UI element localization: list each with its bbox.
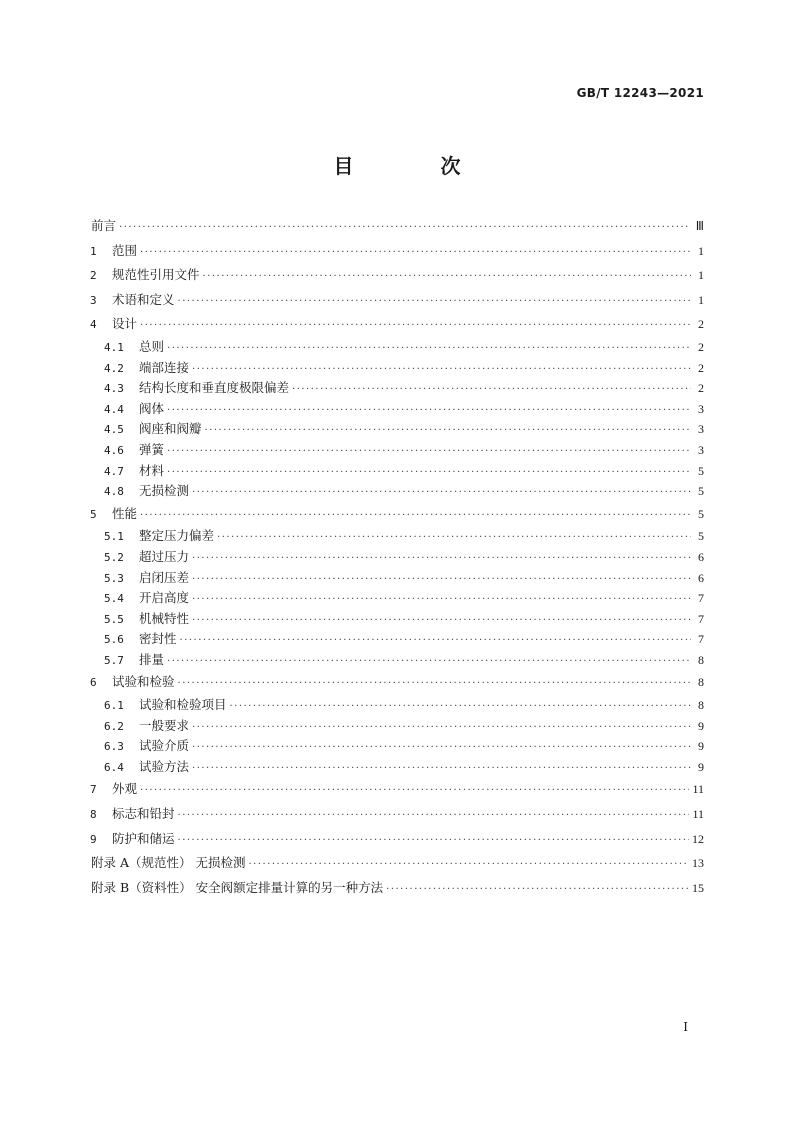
toc-entry[interactable]: [90, 851, 704, 876]
toc-entry-page: 7: [698, 632, 704, 647]
toc-entry-number: 4.8: [104, 485, 124, 499]
toc-leader-dots: [178, 804, 690, 829]
toc-entry-label: 试验和检验项目: [139, 697, 227, 713]
toc-leader-dots: [192, 759, 691, 780]
page-number: I: [683, 1020, 688, 1034]
toc-entry[interactable]: [90, 736, 704, 757]
table-of-contents: [90, 214, 704, 900]
toc-entry-number: 9: [90, 832, 97, 846]
toc-entry-page: 9: [698, 718, 704, 733]
toc-entry-label: 设计: [112, 316, 138, 332]
toc-entry[interactable]: [90, 378, 704, 399]
toc-entry-number: 5.3: [104, 571, 124, 585]
toc-entry-page: 11: [692, 807, 704, 822]
toc-entry-page: 3: [698, 401, 704, 416]
toc-entry[interactable]: [90, 827, 704, 852]
toc-entry-number: 6.3: [104, 740, 124, 754]
toc-entry[interactable]: [90, 239, 704, 264]
toc-leader-dots: [167, 339, 691, 360]
toc-entry-page: 9: [698, 739, 704, 754]
toc-entry-page: Ⅲ: [695, 219, 704, 233]
toc-leader-dots: [292, 380, 691, 401]
toc-entry-number: 3: [90, 293, 97, 307]
toc-entry-page: 6: [698, 570, 704, 585]
toc-entry-page: 15: [692, 880, 704, 895]
toc-entry-label: 一般要求: [139, 717, 190, 733]
toc-entry-page: 5: [698, 506, 704, 521]
toc-entry-label: 试验和检验: [112, 674, 175, 690]
page-title: 目 次: [333, 154, 501, 178]
toc-leader-dots: [205, 421, 691, 442]
toc-leader-dots: [180, 631, 691, 652]
toc-entry[interactable]: [90, 547, 704, 568]
toc-entry-page: 1: [698, 268, 704, 283]
toc-leader-dots: [192, 360, 691, 381]
toc-entry-number: 5.1: [104, 530, 124, 544]
toc-entry-page: 2: [698, 317, 704, 332]
toc-entry-page: 1: [698, 292, 704, 307]
toc-leader-dots: [178, 829, 689, 854]
toc-entry-label: 弹簧: [139, 441, 165, 457]
toc-entry-number: 4.7: [104, 464, 124, 478]
toc-entry-label: 结构长度和垂直度极限偏差: [139, 380, 290, 396]
toc-entry-label: 开启高度: [139, 590, 190, 606]
toc-leader-dots: [192, 483, 691, 504]
toc-entry[interactable]: [90, 312, 704, 337]
toc-leader-dots: [192, 570, 691, 591]
toc-entry-page: 8: [698, 698, 704, 713]
toc-entry[interactable]: [90, 609, 704, 630]
toc-entry-label: 术语和定义: [112, 291, 175, 307]
toc-entry[interactable]: [90, 777, 704, 802]
toc-leader-dots: [178, 290, 691, 315]
toc-entry[interactable]: [90, 588, 704, 609]
toc-entry-page: 3: [698, 422, 704, 437]
toc-entry-number: 5.4: [104, 592, 124, 606]
toc-entry-page: 2: [698, 381, 704, 396]
toc-entry-number: 1: [90, 244, 97, 258]
toc-entry-number: 4.3: [104, 382, 124, 396]
toc-leader-dots: [178, 672, 691, 697]
toc-leader-dots: [140, 241, 691, 266]
toc-entry[interactable]: [90, 214, 704, 239]
toc-entry-page: 3: [698, 442, 704, 457]
toc-entry-page: 5: [698, 529, 704, 544]
toc-entry-label: 范围: [112, 242, 138, 258]
toc-entry-label: 性能: [112, 505, 138, 521]
toc-entry-page: 1: [698, 243, 704, 258]
toc-entry-label: 防护和储运: [112, 830, 175, 846]
toc-entry-number: 6.1: [104, 699, 124, 713]
toc-entry-page: 11: [692, 782, 704, 797]
toc-entry[interactable]: [90, 481, 704, 502]
toc-entry[interactable]: [90, 629, 704, 650]
toc-entry-label: 机械特性: [139, 610, 190, 626]
toc-entry[interactable]: [90, 876, 704, 901]
toc-entry-label: 阀座和阀瓣: [139, 421, 202, 437]
toc-entry-page: 5: [698, 484, 704, 499]
toc-entry-page: 5: [698, 463, 704, 478]
toc-entry[interactable]: [90, 650, 704, 671]
toc-entry-number: 5.2: [104, 550, 124, 564]
toc-entry-number: 6.2: [104, 719, 124, 733]
toc-entry[interactable]: [90, 695, 704, 716]
toc-entry-label: 标志和铅封: [112, 806, 175, 822]
toc-leader-dots: [192, 549, 691, 570]
standard-code: GB/T 12243—2021: [576, 86, 704, 100]
toc-entry[interactable]: [90, 502, 704, 527]
toc-leader-dots: [167, 463, 691, 484]
toc-leader-dots: [167, 652, 691, 673]
toc-entry-page: 7: [698, 611, 704, 626]
toc-entry-number: 4.4: [104, 402, 124, 416]
toc-entry[interactable]: [90, 263, 704, 288]
toc-entry-number: 2: [90, 269, 97, 283]
toc-entry-label: 端部连接: [139, 359, 190, 375]
toc-leader-dots: [119, 216, 691, 241]
toc-entry[interactable]: [90, 419, 704, 440]
toc-entry-number: 4: [90, 318, 97, 332]
toc-entry[interactable]: [90, 716, 704, 737]
toc-leader-dots: [192, 611, 691, 632]
toc-entry-page: 2: [698, 339, 704, 354]
toc-leader-dots: [167, 401, 691, 422]
toc-entry-page: 8: [698, 675, 704, 690]
toc-entry-label: 超过压力: [139, 548, 190, 564]
toc-entry[interactable]: [90, 802, 704, 827]
toc-entry[interactable]: [90, 568, 704, 589]
toc-entry-number: 6: [90, 676, 97, 690]
toc-entry-label: 材料: [139, 462, 165, 478]
toc-leader-dots: [230, 697, 691, 718]
toc-entry-number: 8: [90, 808, 97, 822]
toc-entry[interactable]: [90, 757, 704, 778]
toc-entry-label: 附录 A（规范性） 无损检测: [91, 855, 246, 871]
toc-entry-page: 13: [692, 856, 704, 871]
toc-entry-page: 12: [692, 831, 704, 846]
toc-entry-number: 5: [90, 507, 97, 521]
toc-entry-number: 4.1: [104, 340, 124, 354]
toc-entry-label: 规范性引用文件: [112, 267, 200, 283]
toc-entry-number: 4.5: [104, 423, 124, 437]
toc-leader-dots: [140, 504, 691, 529]
toc-entry-number: 6.4: [104, 760, 124, 774]
toc-entry[interactable]: [90, 399, 704, 420]
toc-entry-label: 阀体: [139, 400, 165, 416]
toc-entry-number: 7: [90, 783, 97, 797]
toc-entry-page: 6: [698, 549, 704, 564]
toc-entry-label: 无损检测: [139, 483, 190, 499]
toc-entry-label: 启闭压差: [139, 569, 190, 585]
toc-entry-label: 外观: [112, 781, 138, 797]
toc-entry-label: 附录 B（资料性） 安全阀额定排量计算的另一种方法: [91, 879, 384, 895]
toc-entry-label: 排量: [139, 651, 165, 667]
toc-entry-label: 试验介质: [139, 738, 190, 754]
toc-entry[interactable]: [90, 440, 704, 461]
toc-leader-dots: [192, 590, 691, 611]
toc-entry-label: 总则: [139, 338, 165, 354]
toc-entry-number: 5.7: [104, 653, 124, 667]
toc-leader-dots: [248, 853, 689, 878]
toc-entry-number: 4.2: [104, 361, 124, 375]
toc-entry[interactable]: [90, 358, 704, 379]
toc-entry-page: 2: [698, 360, 704, 375]
toc-entry-number: 4.6: [104, 443, 124, 457]
toc-entry-number: 5.6: [104, 633, 124, 647]
toc-entry[interactable]: [90, 526, 704, 547]
toc-entry-label: 试验方法: [139, 758, 190, 774]
toc-leader-dots: [192, 718, 691, 739]
toc-entry-page: 7: [698, 591, 704, 606]
toc-entry[interactable]: [90, 337, 704, 358]
toc-entry[interactable]: [90, 288, 704, 313]
toc-leader-dots: [386, 878, 689, 903]
toc-leader-dots: [167, 442, 691, 463]
toc-leader-dots: [192, 738, 691, 759]
toc-leader-dots: [217, 528, 691, 549]
toc-entry-page: 8: [698, 652, 704, 667]
toc-entry-label: 整定压力偏差: [139, 528, 215, 544]
toc-leader-dots: [140, 314, 691, 339]
toc-entry[interactable]: [90, 461, 704, 482]
toc-entry-page: 9: [698, 759, 704, 774]
toc-entry[interactable]: [90, 670, 704, 695]
toc-leader-dots: [203, 265, 691, 290]
toc-entry-number: 5.5: [104, 612, 124, 626]
toc-entry-label: 密封性: [139, 631, 177, 647]
toc-entry-label: 前言: [91, 218, 117, 233]
toc-leader-dots: [140, 779, 689, 804]
